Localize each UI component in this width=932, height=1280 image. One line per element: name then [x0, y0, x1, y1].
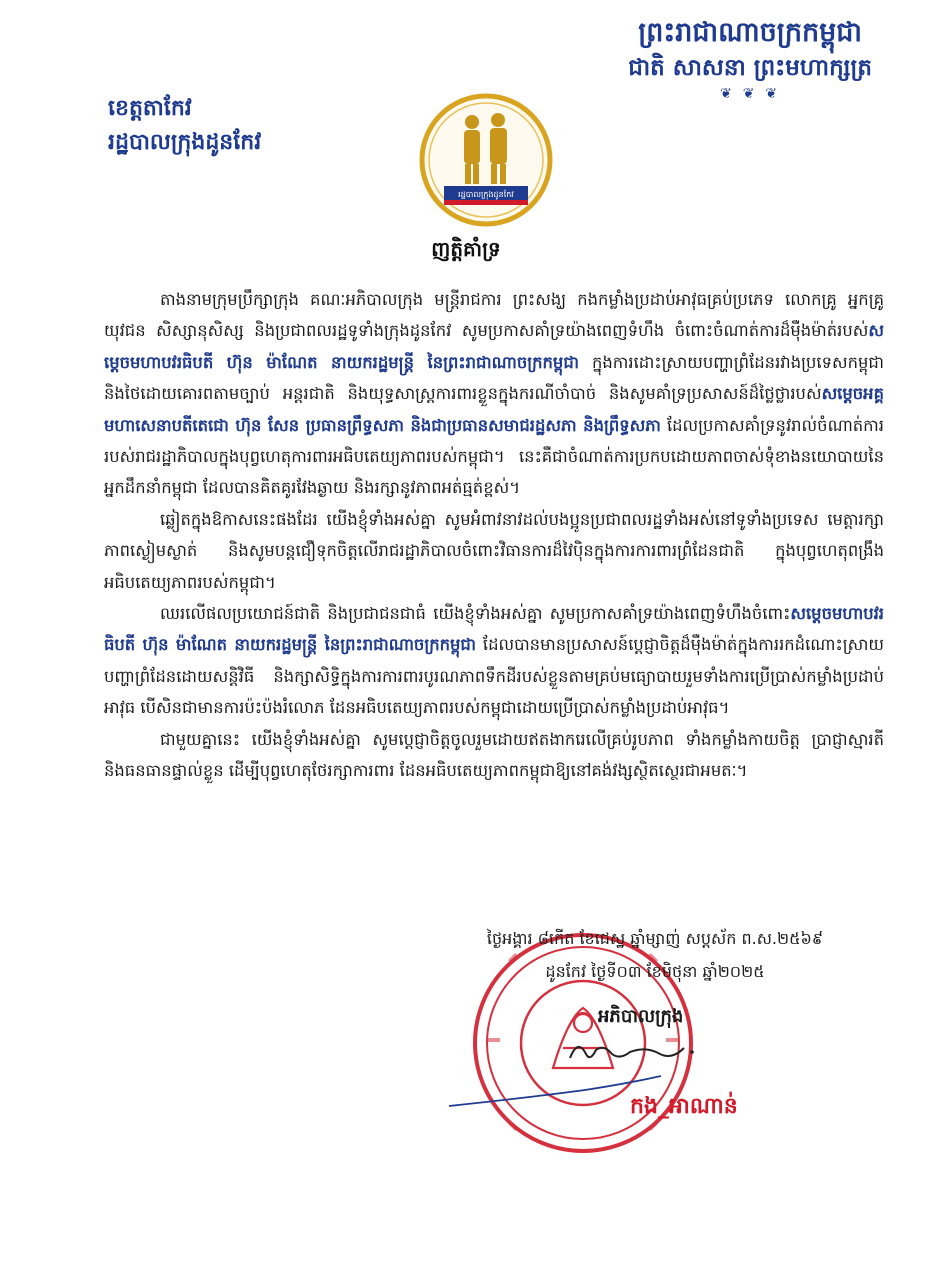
paragraph-2: ឆ្លៀតក្នុងឱកាសនេះផងដែរ យើងខ្ញុំទាំងអស់គ្នា សូមអំពាវនាវដល់បងប្អូនប្រជាពលរដ្ឋទាំងអស់នៅទូទាំងប្រទេស មេត្តារក្សាភាពស្ងៀមស្ងាត់ និងសូមបន្តជឿទុកចិត្តលើរាជរដ្ឋាភិបាលចំពោះវិធានការដ៏វៃប៉ិនក្នុងការការពារព្រំដែនជាតិ ក្នុងបុព្វហេតុពង្រឹងអធិបតេយ្យភាពរបស់កម្ពុជា។	[104, 509, 884, 592]
seal-banner-text: រដ្ឋបាលក្រុងដូនកែវ	[458, 190, 514, 199]
city-seal-logo	[418, 92, 554, 228]
p1-text-c: ក្នុងការដោះស្រាយបញ្ហាព្រំដែនរវាងប្រទេសកម្ពុជា និងថៃដោយគោរពតាមច្បាប់ អន្តរជាតិ និងយុទ្ធសាស្ត្រការពារខ្លួនក្នុងករណីចាំបាច់ និងសូមគាំទ្រប្រសាសន៍ដ៏ថ្លៃថ្លារបស់	[104, 352, 885, 404]
p1-highlight-senate-president: សម្តេចអគ្គមហាសេនាបតីតេជោ ហ៊ុន សែន ប្រធានព្រឹទ្ធសភា និងជាប្រធានសមាជរដ្ឋសភា និងព្រឹទ្ធសភា	[104, 384, 884, 435]
p1-text-e: ដែលប្រកាសគាំទ្រនូវរាល់ចំណាត់ការរបស់រាជរដ្ឋាភិបាលក្នុងបុព្វហេតុការពារអធិបតេយ្យភាពរបស់កម្ពុជា។ នេះគឺជាចំណាត់ការប្រកបដោយភាពចាស់ទុំខាងនយោបាយនៃអ្នកដឹកនាំកម្ពុជា ដែលបានគិតគូរវែងឆ្ងាយ និងរក្សានូវភាពអត់ធ្មត់ខ្ពស់។	[104, 415, 884, 498]
administration-name: រដ្ឋបាលក្រុងដូនកែវ	[108, 130, 262, 155]
document-body	[104, 284, 884, 787]
issuing-authority	[108, 92, 261, 160]
p1-highlight-prime-minister: សម្តេចមហាបវរធិបតី ហ៊ុន ម៉ាណែត នាយករដ្ឋមន្ត្រី នៃព្រះរាជាណាចក្រកម្ពុជា	[104, 321, 884, 372]
p3-highlight-prime-minister: សម្តេចមហាបវរធិបតី ហ៊ុន ម៉ាណែត នាយករដ្ឋមន្ត្រី នៃព្រះរាជាណាចក្រកម្ពុជា	[104, 604, 884, 655]
national-motto: ជាតិ សាសនា ព្រះមហាក្សត្រ	[628, 55, 872, 81]
paragraph-4: ជាមួយគ្នានេះ យើងខ្ញុំទាំងអស់គ្នា សូមប្តេជ្ញាចិត្តចូលរួមដោយឥតងាករេលើគ្រប់រូបភាព ទាំងកម្លាំងកាយចិត្ត ប្រាជ្ញាស្មារតី និងធនធានផ្ទាល់ខ្លួន ដើម្បីបុព្វហេតុថែរក្សាការពារ ដែនអធិបតេយ្យភាពកម្ពុជាឱ្យនៅគង់វង្សស្ថិតស្ថេរជាអមតៈ។	[104, 729, 884, 781]
ornament-divider: ❦ ❦ ❦	[720, 86, 781, 102]
kingdom-name: ព្រះរាជាណាចក្រកម្ពុជា	[638, 17, 862, 48]
p1-text-a: តាងនាមក្រុមប្រឹក្សាក្រុង គណៈអភិបាលក្រុង មន្ត្រីរាជការ ព្រះសង្ឃ កងកម្លាំងប្រដាប់អាវុធគ្រប់ប្រភេទ លោកគ្រូ អ្នកគ្រូ យុវជន សិស្សានុសិស្ស និងប្រជាពលរដ្ឋទូទាំងក្រុងដូនកែវ សូមប្រកាសគាំទ្រយ៉ាងពេញទំហឹង ចំពោះចំណាត់ការដ៏ម៉ឺងម៉ាត់របស់	[104, 290, 884, 341]
kingdom-heading	[628, 14, 872, 102]
paragraph-3	[104, 598, 884, 724]
document-title: ញត្តិគាំទ្រ	[431, 237, 501, 261]
solar-date: ដូនកែវ ថ្ងៃទី០៣ ខែមិថុនា ឆ្នាំ២០២៥	[545, 962, 765, 981]
date-block	[420, 922, 890, 988]
signer-name: កង_អាណាន់	[630, 1094, 738, 1119]
lunar-date: ថ្ងៃអង្គារ ៨កើត ខែជេស្ឋ ឆ្នាំម្សាញ់ សប្តស័ក ព.ស.២៥៦៩	[486, 929, 824, 948]
handwritten-signature	[560, 1030, 700, 1070]
p3-text-c: ដែលបានមានប្រសាសន៍ប្តេជ្ញាចិត្តដ៏ម៉ឺងម៉ាត់ក្នុងការរកដំណោះស្រាយបញ្ហាព្រំដែនដោយសន្តិវិធី និងក្សាសិទ្ធិក្នុងការការពារបូរណភាពទឹកដីរបស់ខ្លួនតាមគ្រប់មធ្យោបាយរួមទាំងការប្រើប្រាស់កម្លាំងប្រដាប់អាវុធ បើសិនជាមានការប៉ះប៉ងរំលោភ ដែនអធិបតេយ្យភាពរបស់កម្ពុជាដោយប្រើប្រាស់កម្លាំងប្រដាប់អាវុធ។	[104, 635, 884, 718]
paragraph-1	[104, 284, 884, 504]
governor-title: អភិបាលក្រុង	[598, 1006, 684, 1027]
p3-text-a: ឈរលើផលប្រយោជន៍ជាតិ និងប្រជាជនជាធំ យើងខ្ញុំទាំងអស់គ្នា សូមប្រកាសគាំទ្រយ៉ាងពេញទំហឹងចំពោះ	[160, 604, 791, 624]
province-name: ខេត្តតាកែវ	[108, 96, 192, 121]
